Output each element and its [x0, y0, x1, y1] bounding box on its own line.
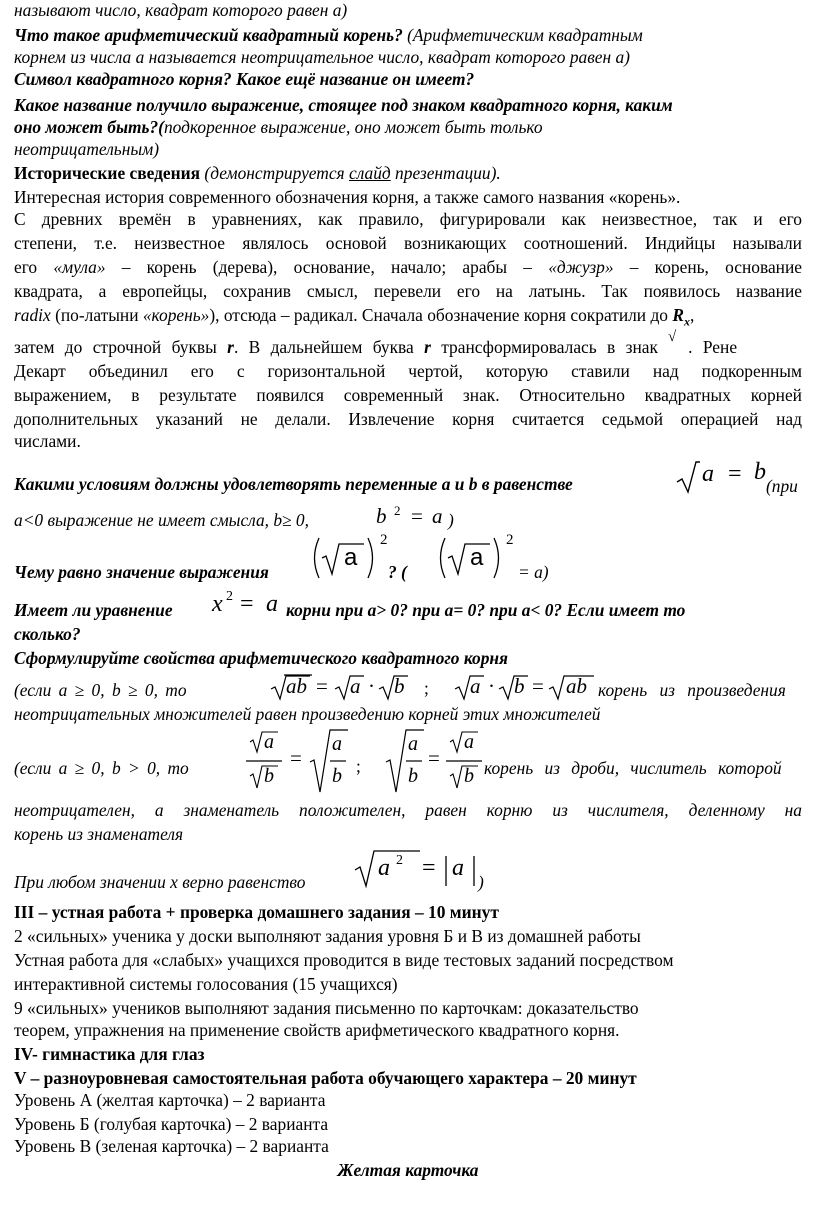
slide-link[interactable]: слайд: [349, 163, 391, 183]
math-var: b: [754, 459, 766, 485]
math-op: ;: [424, 678, 429, 698]
level-line: Уровень А (желтая карточка) – 2 варианта: [14, 1090, 326, 1110]
answer-line: корнем из числа а называется неотрицательное число, квадрат которого равен а): [14, 47, 630, 67]
stage-line: 9 «сильных» учеников выполняют задания письменно по карточкам: доказательство: [14, 998, 639, 1018]
math-op: =: [290, 746, 302, 770]
answer-line: [14, 500, 802, 530]
math-var: b: [394, 674, 405, 698]
paragraph-line: Декарт объединил его с горизонтальной чертой, которую ставили над подкоренным: [14, 361, 802, 381]
answer-text: а<0 выражение не имеет смысла, b≥ 0,: [14, 510, 309, 530]
math-exponent: 2: [396, 853, 403, 868]
math-var: ab: [286, 674, 307, 698]
math-var: x: [212, 591, 223, 617]
math-var: b: [332, 765, 342, 787]
property-line: неотрицателен, а знаменатель положителен, равен корню из числителя, деленному на: [14, 800, 802, 820]
question-line: сколько?: [14, 624, 81, 644]
math-var: b: [464, 765, 474, 787]
answer-text: = а): [518, 562, 549, 582]
paragraph-line: [14, 257, 802, 278]
math-exponent: 2: [380, 532, 388, 548]
math-op: ·: [368, 674, 375, 698]
answer-text: корень из дроби, числитель которой: [484, 758, 782, 778]
question-equation: [14, 584, 802, 624]
math-op: =: [428, 746, 440, 770]
paragraph-text: ,: [689, 305, 695, 325]
paragraph-line: квадрата, а европейцы, сохранив смысл, перевели его на латынь. Так появилось название: [14, 281, 802, 301]
math-var: b: [264, 765, 274, 787]
paragraph-line: С древних времён в уравнениях, как правило, фигурировали как неизвестное, так и его: [14, 209, 802, 229]
math-var: a: [470, 674, 481, 698]
properties-heading: Сформулируйте свойства арифметического квадратного корня: [14, 648, 509, 668]
math-var: a: [266, 591, 278, 617]
paragraph-line: дополнительных указаний не делали. Извлечение корня считается седьмой операцией над: [14, 409, 802, 429]
math-var: a: [464, 731, 474, 753]
term-mula: «мула»: [53, 257, 106, 277]
text-line: называют число, квадрат которого равен а): [14, 0, 348, 20]
answer-text: ): [478, 872, 484, 892]
question-line: [14, 117, 802, 138]
radical-icon: [384, 728, 428, 794]
answer-text: (при: [766, 476, 798, 496]
radical-icon: [308, 728, 352, 794]
math-var: a: [264, 731, 274, 753]
property-fraction: [14, 728, 802, 794]
paragraph-text: его: [14, 257, 54, 277]
heading-note: (демонстрируется: [200, 163, 349, 183]
question-text: оно может быть?(: [14, 117, 164, 137]
answer-line: неотрицательным): [14, 139, 160, 159]
math-var: a: [344, 544, 358, 571]
math-var: a: [702, 461, 714, 487]
math-var: a: [378, 855, 390, 881]
answer-text: (если а ≥ 0, b > 0, то: [14, 758, 189, 778]
math-var: b: [376, 504, 387, 528]
math-exponent: 2: [394, 503, 401, 518]
property-product: [14, 672, 802, 704]
paragraph-text: . В дальнейшем буква: [233, 337, 425, 357]
math-var: a: [350, 674, 361, 698]
term-radix: radix: [14, 305, 51, 325]
paragraph-line: числами.: [14, 431, 81, 451]
answer-text: корень из произведения: [598, 680, 786, 700]
history-heading: [14, 163, 802, 184]
paragraph-line: [14, 187, 802, 208]
question-text: Чему равно значение выражения: [14, 562, 269, 582]
answer-text: При любом значении х верно равенство: [14, 872, 306, 892]
stage-heading: V – разноуровневая самостоятельная работа обучающего характера – 20 минут: [14, 1068, 637, 1088]
stage-line: 2 «сильных» ученика у доски выполняют задания уровня Б и В из домашней работы: [14, 926, 641, 946]
question-text: ? (: [388, 562, 407, 582]
answer-text: ): [448, 510, 454, 530]
question-text: Что такое арифметический квадратный корень?: [14, 25, 403, 45]
term-djuzr: «джузр»: [548, 257, 614, 277]
math-var: ab: [566, 674, 587, 698]
radical-icon: √: [667, 329, 677, 345]
property-line: неотрицательных множителей равен произведению корней этих множителей: [14, 704, 601, 724]
math-exponent: 2: [506, 532, 514, 548]
term-koren: «корень»: [142, 305, 210, 325]
question-line: [14, 25, 802, 46]
question-expression: [14, 530, 802, 580]
heading-note-end: презентации).: [390, 163, 501, 183]
level-line: Уровень Б (голубая карточка) – 2 варианта: [14, 1114, 329, 1134]
paragraph-text: затем до строчной буквы: [14, 337, 228, 357]
paragraph-text: (по-латыни: [50, 305, 143, 325]
symbol-R: R: [672, 305, 684, 325]
stage-line: интерактивной системы голосования (15 учащихся): [14, 974, 398, 994]
math-op: =: [532, 674, 544, 698]
math-op: =: [411, 504, 423, 528]
stage-heading: IV- гимнастика для глаз: [14, 1044, 205, 1064]
math-var: b: [408, 765, 418, 787]
paragraph-text: . Рене: [688, 337, 738, 357]
question-text: Имеет ли уравнение: [14, 600, 173, 620]
paragraph-line: степени, т.е. неизвестное являлось основой возникающих соотношений. Индийцы называли: [14, 233, 802, 253]
math-var: a: [470, 544, 484, 571]
math-var: a: [332, 733, 342, 755]
property-line: корень из знаменателя: [14, 824, 184, 844]
math-op: =: [422, 855, 436, 881]
math-var: a: [452, 855, 464, 881]
paragraph-text: – корень (дерева), основание, начало; арабы –: [105, 257, 549, 277]
paragraph-text: – корень, основание: [613, 257, 802, 277]
paragraph-text: Интересная история современного обозначения корня, а также самого названия «корень».: [14, 187, 681, 207]
stage-heading: III – устная работа + проверка домашнего задания – 10 минут: [14, 902, 499, 922]
answer-text: (Арифметическим квадратным: [402, 25, 643, 45]
symbol-x: x: [683, 314, 690, 329]
question-line: Символ квадратного корня? Какое ещё название он имеет?: [14, 69, 475, 89]
math-var: a: [432, 504, 443, 528]
stage-line: Устная работа для «слабых» учащихся проводится в виде тестовых заданий посредством: [14, 950, 674, 970]
stage-line: теорем, упражнения на применение свойств арифметического квадратного корня.: [14, 1020, 620, 1040]
math-op: ·: [488, 674, 495, 698]
question-text: Какими условиям должны удовлетворять переменные а и b в равенстве: [14, 474, 573, 494]
math-exponent: 2: [226, 589, 233, 604]
math-var: b: [514, 674, 525, 698]
level-line: Уровень В (зеленая карточка) – 2 варианта: [14, 1136, 329, 1156]
question-conditions: [14, 460, 802, 500]
math-op: =: [728, 461, 742, 487]
paragraph-line: [14, 329, 802, 360]
math-op: ;: [356, 756, 361, 776]
paragraph-text: трансформировалась в знак: [430, 337, 658, 357]
answer-text: (если а ≥ 0, b ≥ 0, то: [14, 680, 187, 700]
math-op: =: [316, 674, 328, 698]
radical-icon: [676, 460, 700, 494]
question-line: Какое название получило выражение, стоящее под знаком квадратного корня, каким: [14, 95, 673, 115]
symbol-r: r: [424, 337, 431, 357]
question-text: корни при a> 0? при а= 0? при а< 0? Если имеет то: [286, 600, 686, 620]
symbol-r: r: [227, 337, 234, 357]
property-abs: [14, 846, 802, 890]
paragraph-text: ), отсюда – радикал. Сначала обозначение корня сократили до: [209, 305, 673, 325]
math-op: =: [240, 591, 254, 617]
answer-text: подкоренное выражение, оно может быть только: [163, 117, 543, 137]
math-var: a: [408, 733, 418, 755]
paragraph-line: выражением, в результате появился современный знак. Относительно квадратных корней: [14, 385, 802, 405]
card-title: Желтая карточка: [337, 1160, 479, 1180]
paragraph-line: [14, 305, 802, 332]
section-title: Исторические сведения: [14, 163, 201, 183]
